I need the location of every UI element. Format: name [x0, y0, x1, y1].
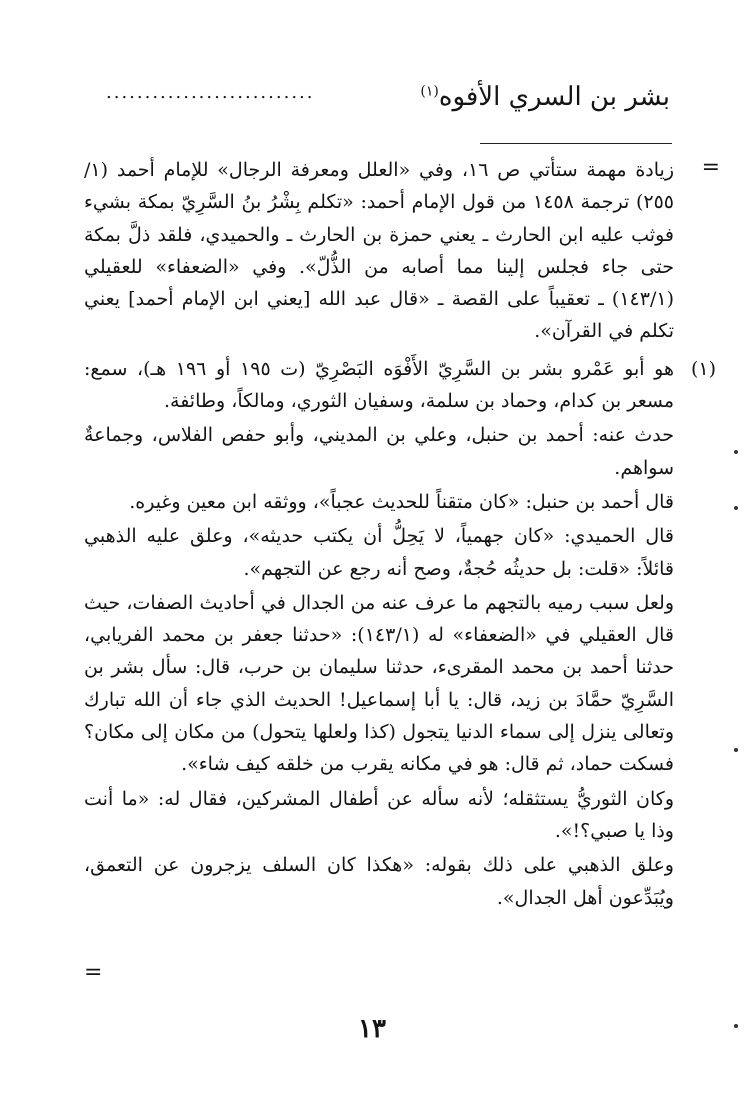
footnote-paragraph: قال الحميدي: «كان جهمياً، لا يَحِلُّ أن يكتب حديثه»، وعلق عليه الذهبي قائلاً: «قلت: بل حديثُه حُجةٌ، وصح أنه رجع عن التجهم».: [84, 525, 674, 580]
continued-footnote: [84, 154, 720, 348]
running-header: [100, 82, 670, 122]
footnote-paragraph: هو أبو عَمْرو بشر بن السَّرِيّ الأَفْوَه البَصْرِيّ (ت ١٩٥ أو ١٩٦ هـ)، سمع: مسعر بن كدام، وحماد بن سلمة، وسفيان الثوري، ومالكاً، وطائفة.: [84, 357, 674, 413]
footnote-1-marker: (١): [690, 357, 716, 380]
header-title-text: بشر بن السري الأفوه: [438, 82, 670, 112]
continued-footnote-text: زيادة مهمة ستأتي ص ١٦، وفي «العلل ومعرفة الرجال» للإمام أحمد (١/ ٢٥٥) ترجمة ١٤٥٨ من قول الإمام أحمد: «تكلم بِشْرُ بنُ السَّرِيّ بمكة بشيء فوثب عليه ابن الحارث ـ يعني حمزة بن الحارث ـ والحميدي، فلقد ذلَّ بمكة حتى جاء فجلس إلينا مما أصابه من الذُّلّ». وفي «الضعفاء» للعقيلي (١٤٣/١) ـ تعقيباً على القصة ـ «قال عبد الله [يعني ابن الإمام أحمد] يعني تكلم في القرآن».: [84, 159, 674, 343]
header-dot-leader: ...........................: [106, 82, 315, 103]
header-footnote-ref: (١): [420, 83, 439, 100]
next-page-continuation-marker: =: [84, 960, 103, 985]
footnote-paragraph: قال أحمد بن حنبل: «كان متقناً للحديث عجباً»، ووثقه ابن معين وغيره.: [129, 490, 674, 513]
footnote-paragraph: ولعل سبب رميه بالتجهم ما عرف عنه من الجدال في أحاديث الصفات، حيث قال العقيلي في «الضعفاء» له (١٤٣/١): «حدثنا جعفر بن محمد الفريابي، حدثنا أحمد بن محمد المقرىء، حدثنا سليمان بن حرب، قال: سأل بشر بن السَّرِيّ حمَّادَ بن زيد، قال: يا أبا إسماعيل! الحديث الذي جاء أن الله تبارك وتعالى ينزل إلى سماء الدنيا يتجول (كذا ولعلها يتحول) من مكان إلى مكان؟ فسكت حماد، ثم قال: هو في مكانه يقرب من خلقه كيف شاء».: [84, 591, 674, 776]
footnote-separator: [480, 143, 672, 144]
footnote-paragraph: حدث عنه: أحمد بن حنبل، وعلي بن المديني، وأبو حفص الفلاس، وجماعةٌ سواهم.: [84, 424, 674, 479]
page-number: ١٣: [358, 1014, 386, 1044]
footnote-paragraph: وعلق الذهبي على ذلك بقوله: «هكذا كان السلف يزجرون عن التعمق، ويُبَدِّعون أهل الجدال».: [84, 854, 674, 909]
footnote-paragraph: وكان الثوريُّ يستثقله؛ لأنه سأله عن أطفال المشركين، فقال له: «ما أنت وذا يا صبي؟!».: [84, 787, 674, 842]
footnotes: [84, 154, 720, 919]
scan-edge-mark: [734, 450, 738, 454]
scan-edge-mark: [734, 506, 738, 510]
footnote-1: [84, 353, 716, 914]
scan-edge-mark: [734, 748, 738, 752]
header-title: [420, 82, 670, 112]
continuation-marker: =: [701, 155, 720, 180]
